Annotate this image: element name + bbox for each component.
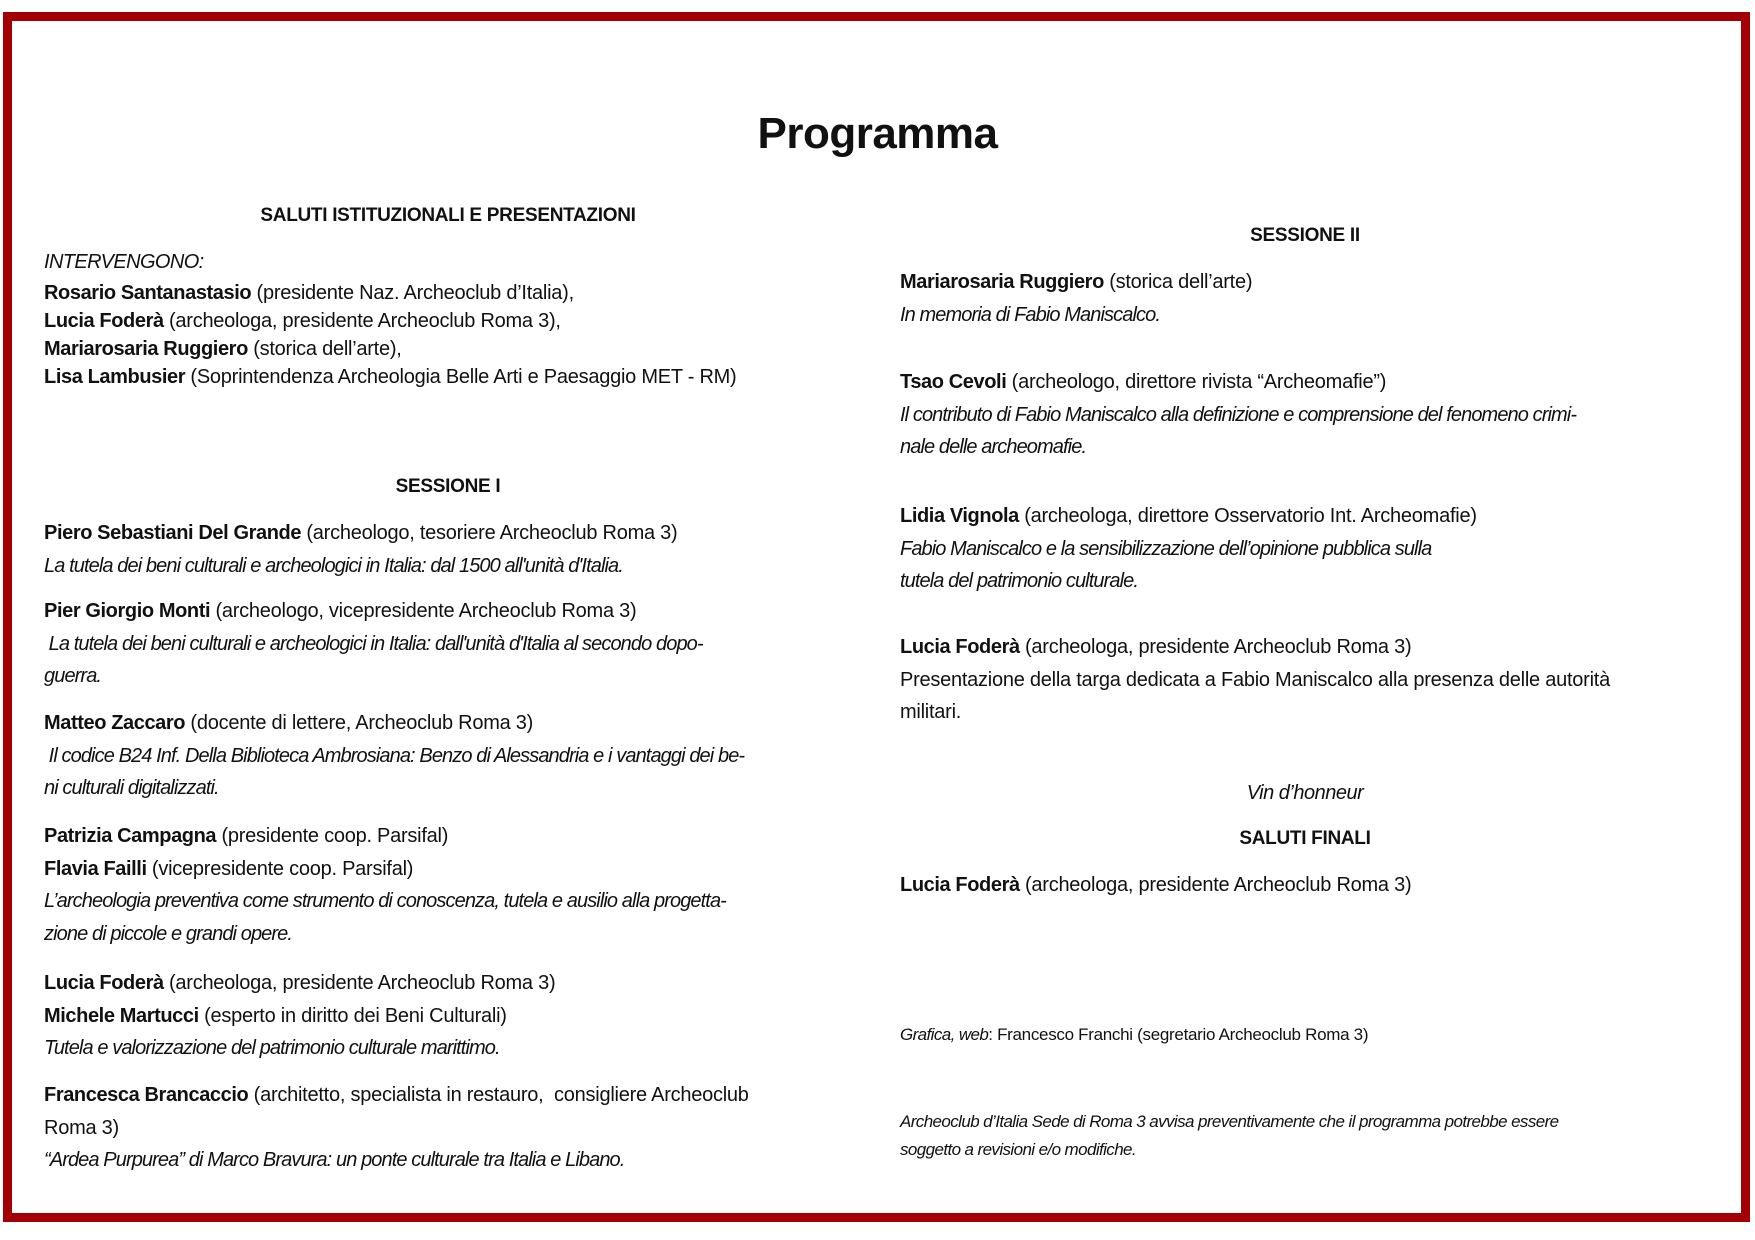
speaker-name: Matteo Zaccaro: [44, 712, 186, 734]
program-entry: [44, 707, 852, 805]
program-entry: [44, 820, 852, 950]
speaker-role: (storica dell’arte),: [247, 338, 402, 360]
talk-title-line: zione di piccole e grandi opere.: [44, 922, 293, 945]
talk-title-line: tutela del patrimonio culturale.: [900, 570, 1139, 592]
talk-title-line: La tutela dei beni culturali e archeologici in Italia: dal 1500 all'unità d'Italia.: [44, 554, 623, 577]
speaker-line: [900, 869, 1710, 902]
page-title: Programma: [757, 109, 998, 158]
credits-text: : Francesco Franchi (segretario Archeoclub Roma 3): [988, 1025, 1369, 1044]
speaker-role: (storica dell’arte): [1103, 271, 1253, 293]
session-2-heading: SESSIONE II: [1250, 225, 1360, 246]
speaker-name: Lucia Foderà: [44, 972, 164, 994]
speaker-line: [44, 1000, 852, 1033]
speaker-role: (esperto in diritto dei Beni Culturali): [198, 1004, 507, 1027]
program-entry: [44, 517, 852, 582]
speaker-role: (archeologo, tesoriere Archeoclub Roma 3): [301, 522, 678, 544]
session-1-heading: SESSIONE I: [395, 476, 501, 497]
speaker-role: (presidente coop. Parsifal): [216, 825, 449, 847]
speaker-line: [900, 266, 1710, 299]
program-entry: [900, 631, 1710, 729]
closing-heading: SALUTI FINALI: [1239, 828, 1371, 849]
left-column: [44, 0, 852, 1240]
talk-title-line: “Ardea Purpurea” di Marco Bravura: un ponte culturale tra Italia e Libano.: [44, 1149, 625, 1171]
speaker-line: [44, 335, 852, 363]
speaker-name: Michele Martucci: [44, 1004, 199, 1027]
speaker-line: [900, 366, 1710, 399]
program-entry: [44, 595, 852, 693]
right-column: [900, 0, 1710, 1240]
speaker-name: Francesca Brancaccio: [44, 1084, 249, 1106]
speaker-name: Tsao Cevoli: [900, 371, 1007, 393]
speaker-name: Piero Sebastiani Del Grande: [44, 522, 302, 544]
speaker-line: [44, 517, 852, 550]
program-entry: [900, 500, 1710, 598]
speaker-role: (archeologa, presidente Archeoclub Roma 3): [163, 972, 556, 994]
notice-line: Archeoclub d’Italia Sede di Roma 3 avvisa preventivamente che il programma potrebbe essere: [900, 1112, 1559, 1131]
speaker-role: (archeologa, presidente Archeoclub Roma 3): [1019, 636, 1412, 658]
description-line: Presentazione della targa dedicata a Fabio Maniscalco alla presenza delle autorità: [900, 668, 1610, 691]
description-line: militari.: [900, 701, 962, 723]
speaker-line: [900, 631, 1710, 664]
speaker-role-continued: Roma 3): [44, 1116, 119, 1139]
program-entry: [44, 967, 852, 1065]
speaker-role: (vicepresidente coop. Parsifal): [146, 857, 414, 880]
speaker-line: [44, 595, 852, 628]
vin-block: [900, 777, 1710, 810]
talk-title-line: Fabio Maniscalco e la sensibilizzazione dell’opinione pubblica sulla: [900, 537, 1432, 560]
talk-title-line: L’archeologia preventiva come strumento di conoscenza, tutela e ausilio alla progetta-: [44, 890, 726, 912]
speaker-name: Mariarosaria Ruggiero: [44, 338, 248, 360]
speaker-line: [900, 500, 1710, 533]
talk-title-line: In memoria di Fabio Maniscalco.: [900, 303, 1160, 326]
speaker-name: Rosario Santanastasio: [44, 282, 252, 304]
speaker-name: Lidia Vignola: [900, 505, 1019, 527]
talk-title-line: Il contributo di Fabio Maniscalco alla definizione e comprensione del fenomeno crimi-: [900, 403, 1577, 426]
intro-label: INTERVENGONO:: [44, 251, 204, 273]
speaker-role: (presidente Naz. Archeoclub d’Italia),: [251, 282, 574, 304]
program-entry: [900, 266, 1710, 331]
program-entry: [44, 1079, 852, 1177]
speaker-name: Lisa Lambusier: [44, 366, 186, 388]
talk-title-line: La tutela dei beni culturali e archeologici in Italia: dall'unità d'Italia al secondo dopo-: [44, 632, 703, 655]
talk-title-line: Tutela e valorizzazione del patrimonio culturale marittimo.: [44, 1037, 500, 1059]
speaker-name: Mariarosaria Ruggiero: [900, 271, 1104, 293]
speaker-role: (archeologo, vicepresidente Archeoclub Roma 3): [210, 600, 637, 622]
credits-line: [900, 1021, 1710, 1049]
speaker-line: [44, 820, 852, 853]
speaker-role: (archeologo, direttore rivista “Archeomafie”): [1006, 371, 1387, 393]
speaker-line: [44, 363, 852, 391]
speaker-name: Patrizia Campagna: [44, 825, 217, 847]
talk-title-line: ni culturali digitalizzati.: [44, 777, 219, 799]
speaker-role: (archeologa, presidente Archeoclub Roma 3),: [163, 310, 561, 332]
speaker-role: (Soprintendenza Archeologia Belle Arti e Paesaggio MET - RM): [185, 366, 737, 388]
speaker-line: [44, 707, 852, 740]
speaker-line: [44, 307, 852, 335]
intro-label-block: [44, 246, 852, 279]
vin-d-honneur: Vin d’honneur: [1246, 782, 1364, 804]
notice: [900, 1108, 1710, 1164]
speaker-name: Lucia Foderà: [900, 874, 1020, 896]
speaker-line: [44, 967, 852, 1000]
credits-label: Grafica, web: [900, 1025, 989, 1044]
speaker-line: [44, 853, 852, 886]
speaker-name: Pier Giorgio Monti: [44, 600, 211, 622]
program-entry: [900, 366, 1710, 464]
intro-speakers: [44, 279, 852, 391]
speaker-role: (docente di lettere, Archeoclub Roma 3): [185, 712, 534, 734]
notice-line: soggetto a revisioni e/o modifiche.: [900, 1140, 1137, 1159]
closing-entry: [900, 869, 1710, 902]
intro-heading: SALUTI ISTITUZIONALI E PRESENTAZIONI: [260, 205, 636, 226]
speaker-name: Lucia Foderà: [900, 636, 1020, 658]
talk-title-line: nale delle archeomafie.: [900, 436, 1087, 458]
speaker-name: Lucia Foderà: [44, 310, 164, 332]
speaker-line: [44, 279, 852, 307]
speaker-role: (archeologa, direttore Osservatorio Int. Archeomafie): [1018, 505, 1477, 527]
speaker-name: Flavia Failli: [44, 857, 147, 880]
talk-title-line: guerra.: [44, 665, 102, 687]
credits: [900, 1021, 1710, 1049]
speaker-role: (architetto, specialista in restauro, consigliere Archeoclub: [248, 1084, 749, 1106]
speaker-role: (archeologa, presidente Archeoclub Roma 3): [1019, 874, 1412, 896]
talk-title-line: Il codice B24 Inf. Della Biblioteca Ambrosiana: Benzo di Alessandria e i vantaggi dei be-: [44, 744, 745, 767]
speaker-line: [44, 1079, 852, 1112]
